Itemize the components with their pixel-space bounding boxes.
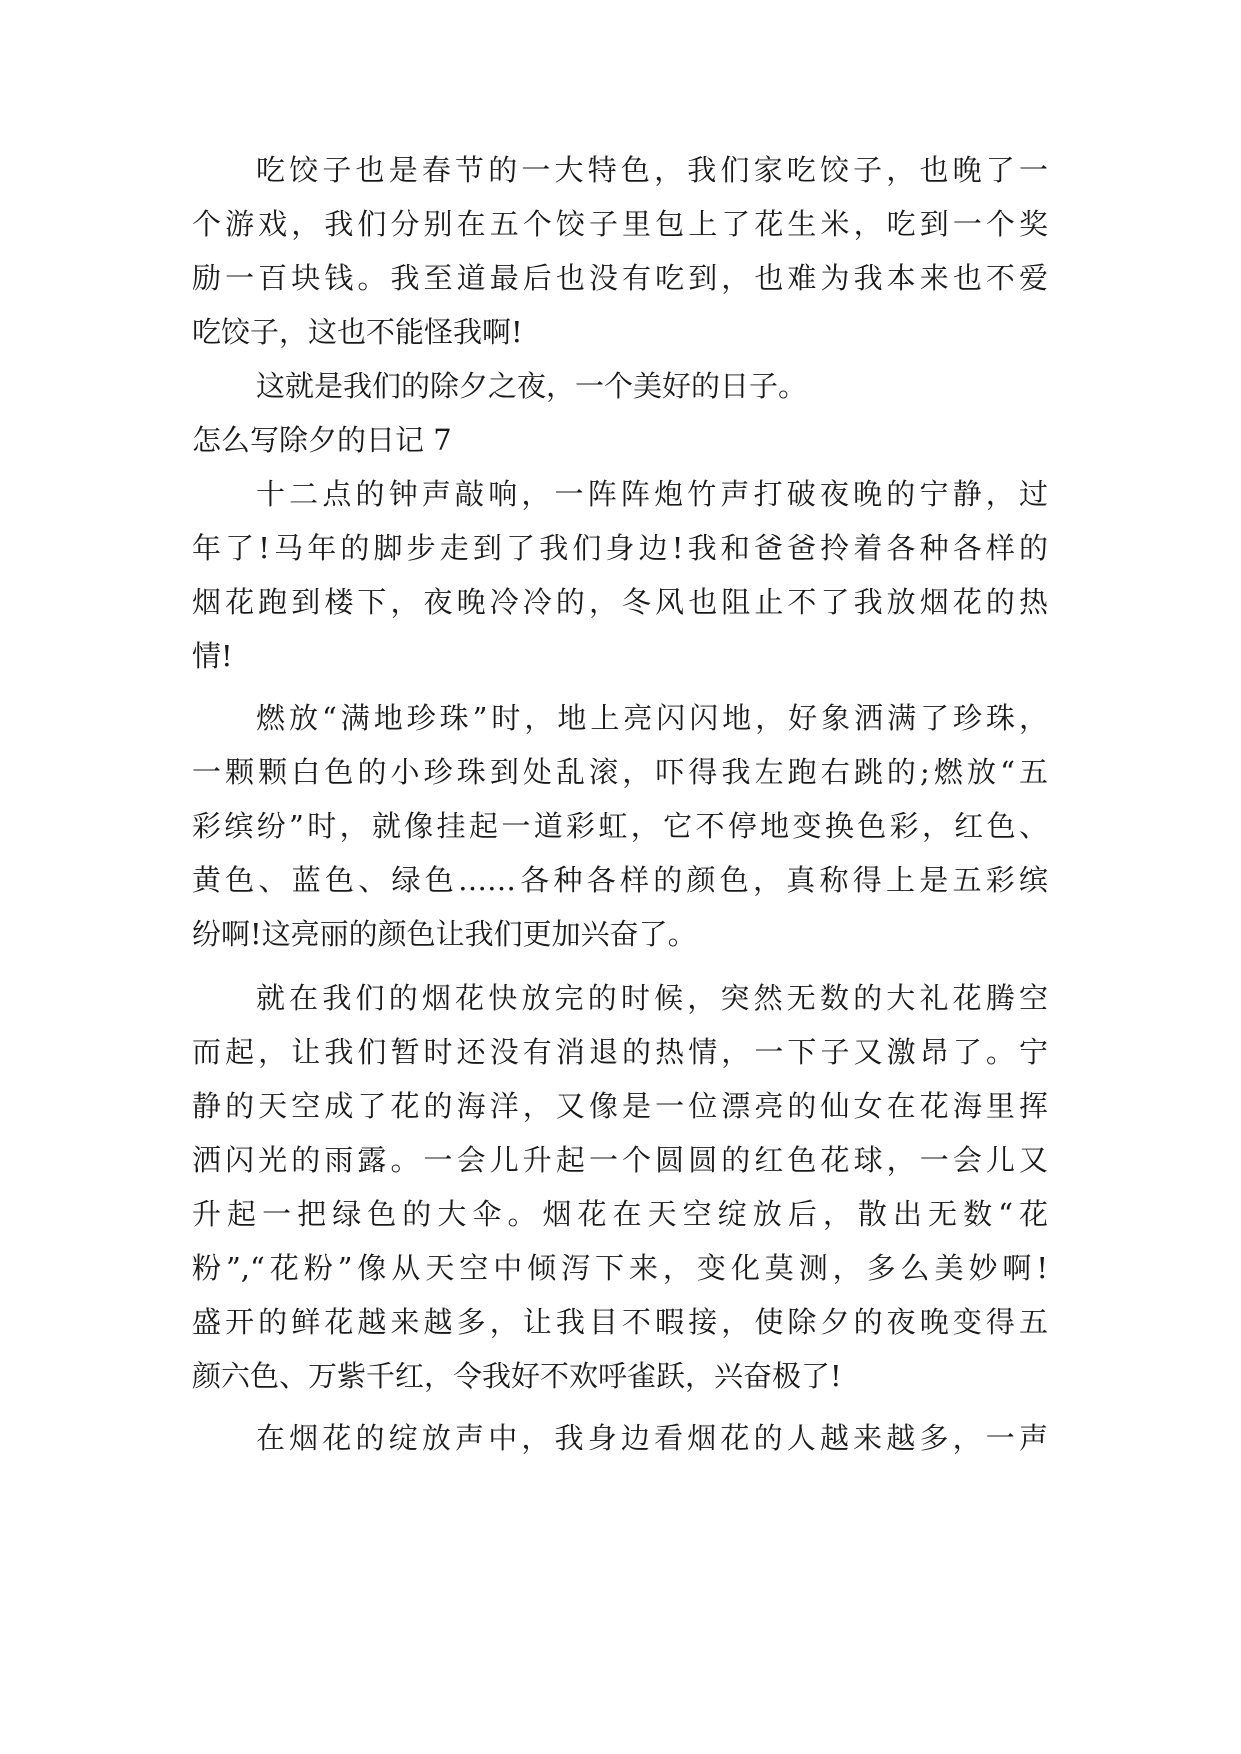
text-line: 吃饺子，这也不能怪我啊! xyxy=(192,315,523,349)
text-line: 盛开的鲜花越来越多，让我目不暇接，使除夕的夜晚变得五 xyxy=(192,1305,1048,1339)
text-line: 励一百块钱。我至道最后也没有吃到，也难为我本来也不爱 xyxy=(192,261,1048,295)
text-line: 情! xyxy=(192,639,233,673)
text-line: 这就是我们的除夕之夜，一个美好的日子。 xyxy=(256,369,808,403)
text-line: 年了!马年的脚步走到了我们身边!我和爸爸拎着各种各样的 xyxy=(192,531,1048,565)
text-line: 纷啊!这亮丽的颜色让我们更加兴奋了。 xyxy=(192,917,697,951)
text-line: 升起一把绿色的大伞。烟花在天空绽放后，散出无数“花 xyxy=(192,1197,1048,1231)
text-line: 一颗颗白色的小珍珠到处乱滚，吓得我左跑右跳的;燃放“五 xyxy=(192,755,1048,789)
text-line: 吃饺子也是春节的一大特色，我们家吃饺子，也晚了一 xyxy=(256,153,1048,187)
text-line: 黄色、蓝色、绿色……各种各样的颜色，真称得上是五彩缤 xyxy=(192,863,1048,897)
text-line: 燃放“满地珍珠”时，地上亮闪闪地，好象洒满了珍珠， xyxy=(256,701,1048,735)
text-line: 就在我们的烟花快放完的时候，突然无数的大礼花腾空 xyxy=(256,981,1048,1015)
text-line: 颜六色、万紫千红，令我好不欢呼雀跃，兴奋极了! xyxy=(192,1359,842,1393)
text-line: 静的天空成了花的海洋，又像是一位漂亮的仙女在花海里挥 xyxy=(192,1089,1048,1123)
section-heading: 怎么写除夕的日记 7 xyxy=(192,423,452,457)
text-line: 粉”,“花粉”像从天空中倾泻下来，变化莫测，多么美妙啊! xyxy=(192,1251,1048,1285)
text-line: 在烟花的绽放声中，我身边看烟花的人越来越多，一声 xyxy=(256,1421,1048,1455)
text-line: 个游戏，我们分别在五个饺子里包上了花生米，吃到一个奖 xyxy=(192,207,1048,241)
text-line: 十二点的钟声敲响，一阵阵炮竹声打破夜晚的宁静，过 xyxy=(256,477,1048,511)
text-line: 烟花跑到楼下，夜晚冷冷的，冬风也阻止不了我放烟花的热 xyxy=(192,585,1048,619)
text-line: 洒闪光的雨露。一会儿升起一个圆圆的红色花球，一会儿又 xyxy=(192,1143,1048,1177)
text-line: 而起，让我们暂时还没有消退的热情，一下子又激昂了。宁 xyxy=(192,1035,1048,1069)
text-line: 彩缤纷”时，就像挂起一道彩虹，它不停地变换色彩，红色、 xyxy=(192,809,1048,843)
